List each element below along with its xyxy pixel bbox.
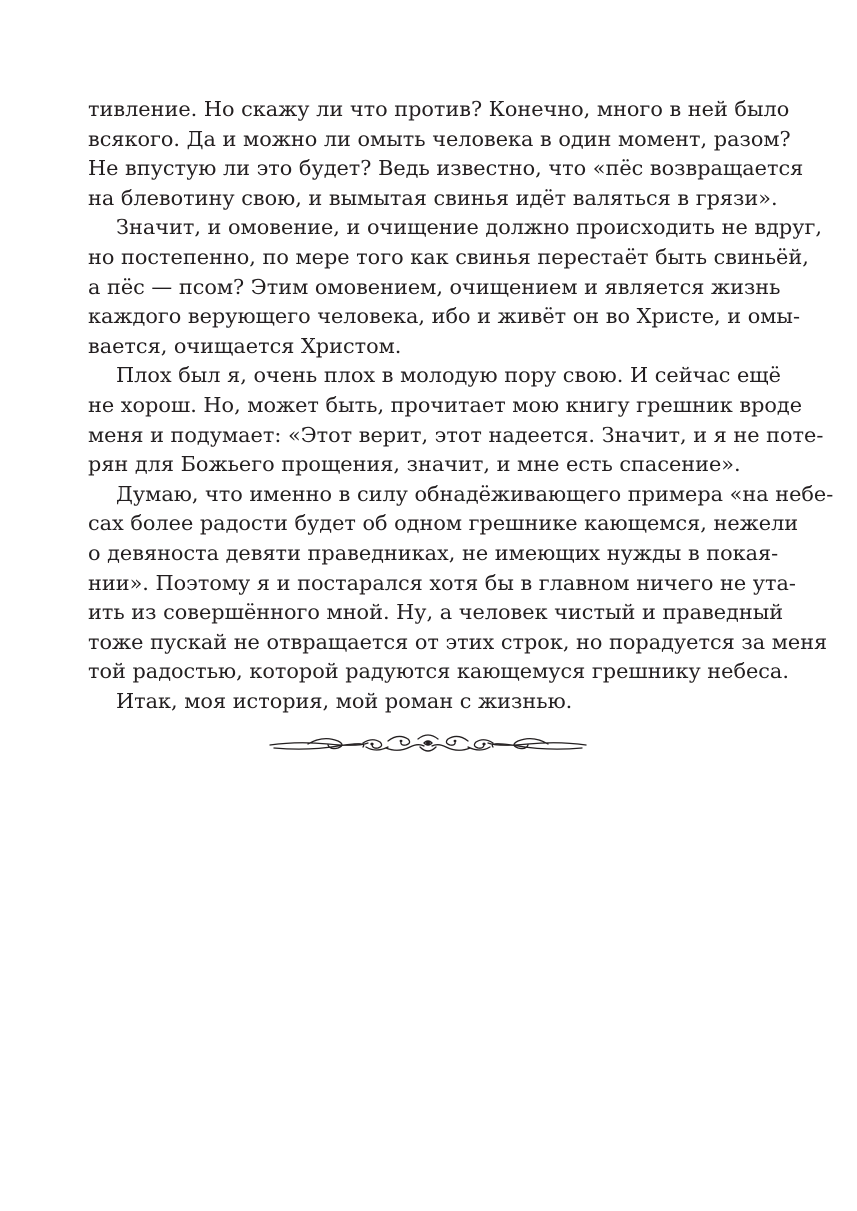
text-line: тоже пускай не отвращается от этих строк, но порадуется за меня — [88, 629, 828, 654]
body-text — [88, 95, 834, 716]
text-line: на блевотину свою, и вымытая свинья идёт валяться в грязи». — [88, 185, 778, 210]
text-line: нии». Поэтому я и постарался хотя бы в главном ничего не ута- — [88, 570, 796, 595]
text-line: тивление. Но скажу ли что против? Конечно, много в ней было — [88, 97, 790, 121]
text-line: Думаю, что именно в силу обнадёживающего примера «на небе- — [116, 481, 834, 506]
flourish-divider-icon — [268, 729, 588, 759]
paragraph — [88, 95, 804, 213]
text-line: сах более радости будет об одном грешнике кающемся, нежели — [88, 511, 799, 536]
paragraph — [88, 361, 824, 479]
text-line: ить из совершённого мной. Ну, а человек чистый и праведный — [88, 600, 784, 625]
text-line: рян для Божьего прощения, значит, и мне есть спасение». — [88, 452, 741, 477]
text-line: но постепенно, по мере того как свинья перестаёт быть свиньёй, — [88, 244, 809, 269]
text-line: каждого верующего человека, ибо и живёт он во Христе, и омы- — [88, 304, 800, 329]
text-line: меня и подумает: «Этот верит, этот надеется. Значит, и я не поте- — [88, 422, 824, 447]
text-line: а пёс — псом? Этим омовением, очищением и является жизнь — [88, 274, 781, 299]
text-line: всякого. Да и можно ли омыть человека в один момент, разом? — [88, 126, 791, 151]
text-line: Итак, моя история, мой роман с жизнью. — [116, 688, 573, 713]
text-line: Плох был я, очень плох в молодую пору свою. И сейчас ещё — [116, 363, 781, 388]
paragraph — [88, 480, 834, 687]
text-line: о девяноста девяти праведниках, не имеющих нужды в покая- — [88, 540, 779, 565]
text-line: вается, очищается Христом. — [88, 333, 402, 358]
paragraph — [88, 687, 769, 717]
text-line: той радостью, которой радуются кающемуся грешнику небеса. — [88, 659, 789, 684]
paragraph — [88, 213, 822, 361]
text-line: Значит, и омовение, и очищение должно происходить не вдруг, — [116, 215, 822, 240]
text-line: не хорош. Но, может быть, прочитает мою книгу грешник вроде — [88, 392, 803, 417]
text-line: Не впустую ли это будет? Ведь известно, что «пёс возвращается — [88, 156, 804, 181]
